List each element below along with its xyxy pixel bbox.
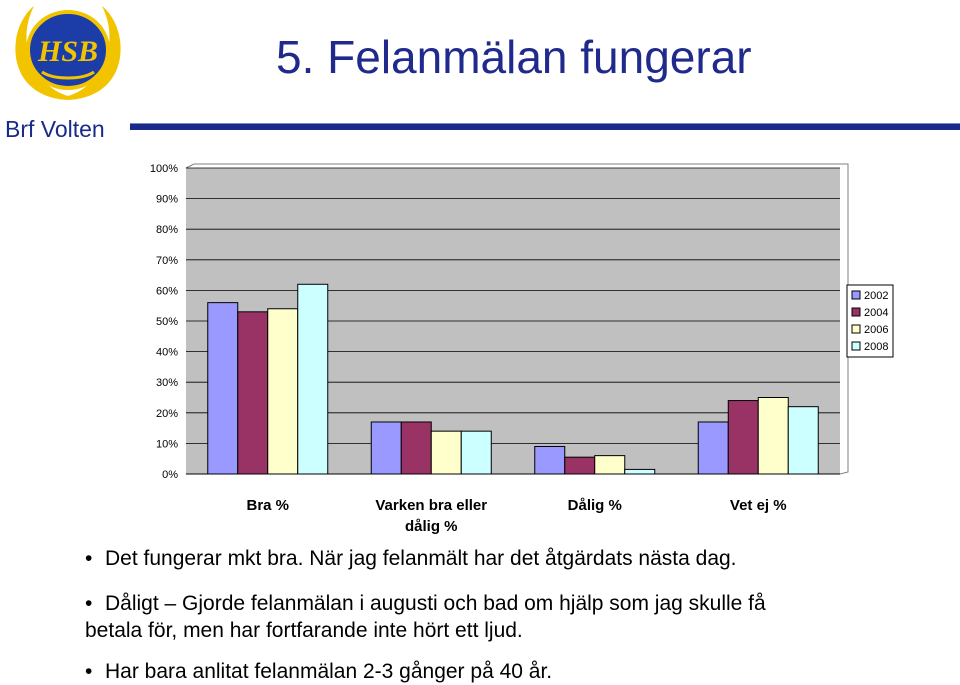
bar-2002-2 — [371, 422, 401, 474]
x-tick-label: Varken bra eller dålig % — [375, 497, 488, 535]
y-tick-label: 0% — [162, 469, 178, 481]
y-tick-label: 80% — [155, 224, 178, 237]
legend-swatch-2002 — [852, 291, 860, 299]
bar-2008-3 — [625, 469, 655, 474]
x-tick-label: Dålig % — [567, 497, 622, 514]
bullet-text: Det fungerar mkt bra. När jag felanmält har det åtgärdats nästa dag. — [105, 547, 737, 570]
y-tick-label: 70% — [155, 254, 178, 267]
legend-label-2006: 2006 — [864, 324, 889, 336]
y-tick-label: 40% — [155, 346, 178, 359]
bullet-marker: • — [85, 592, 93, 615]
bar-2002-1 — [208, 303, 238, 474]
bullet-text-line-2: betala för, men har fortfarande inte hört ett ljud. — [85, 619, 523, 642]
bullet-2 — [85, 590, 766, 644]
legend-label-2004: 2004 — [864, 307, 889, 319]
y-tick-label: 10% — [155, 438, 178, 451]
bar-2002-3 — [535, 446, 565, 474]
bar-2004-4 — [728, 401, 758, 474]
legend-label-2008: 2008 — [864, 341, 889, 353]
x-tick-label: Bra % — [246, 497, 290, 514]
bar-2006-1 — [268, 309, 298, 474]
y-tick-label: 30% — [155, 377, 178, 390]
y-tick-label: 100% — [149, 163, 178, 175]
y-tick-label: 60% — [155, 285, 178, 298]
logo-text: HSB — [37, 35, 99, 68]
bullet-marker: • — [85, 547, 93, 570]
x-tick-label: Vet ej % — [729, 497, 787, 514]
legend-swatch-2006 — [852, 325, 860, 333]
bullet-1 — [85, 545, 737, 572]
bar-2004-1 — [238, 312, 268, 474]
org-name: Brf Volten — [5, 116, 105, 142]
legend-label-2002: 2002 — [864, 290, 889, 302]
bar-2008-4 — [788, 407, 818, 474]
bar-2006-2 — [431, 431, 461, 474]
bullet-text-line-1: Dåligt – Gjorde felanmälan i augusti och bad om hjälp som jag skulle få — [105, 592, 766, 615]
bar-2006-4 — [758, 398, 788, 475]
y-tick-label: 20% — [155, 407, 178, 420]
bullet-text: Har bara anlitat felanmälan 2-3 gånger på 40 år. — [105, 660, 553, 683]
legend-swatch-2008 — [852, 342, 860, 350]
bullet-marker: • — [85, 660, 93, 683]
bar-2004-2 — [401, 422, 431, 474]
legend-swatch-2004 — [852, 308, 860, 316]
bullet-3 — [85, 658, 552, 685]
bar-2006-3 — [595, 456, 625, 474]
bar-2002-4 — [698, 422, 728, 474]
bar-2008-1 — [298, 284, 328, 474]
y-tick-label: 90% — [155, 193, 178, 206]
bar-2004-3 — [565, 457, 595, 474]
page-title: 5. Felanmälan fungerar — [276, 31, 752, 83]
y-tick-label: 50% — [155, 316, 178, 328]
bar-2008-2 — [461, 431, 491, 474]
